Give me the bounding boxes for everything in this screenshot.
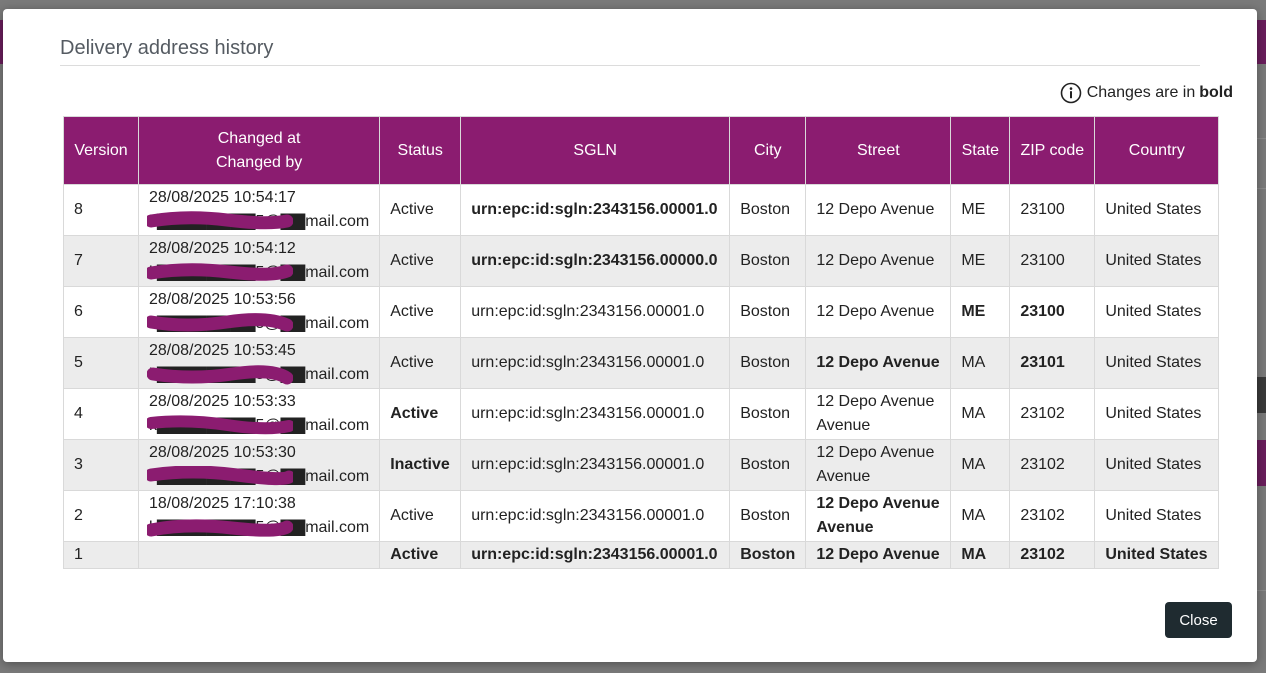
country-cell: United States [1095, 491, 1219, 542]
street-cell: 12 Depo Avenue [806, 542, 951, 569]
changed-by-text [149, 261, 369, 285]
street-cell [806, 389, 951, 440]
sgln-cell: urn:epc:id:sgln:2343156.00000.0 [461, 236, 730, 287]
redaction-mark [147, 262, 293, 284]
col-state-header: State [951, 117, 1010, 185]
street-cell: 12 Depo Avenue [806, 236, 951, 287]
col-zip-header: ZIP code [1010, 117, 1095, 185]
changed-by-text [149, 363, 369, 387]
street-line-1: 12 Depo Avenue [816, 495, 940, 512]
changed-at-header: Changed at [217, 129, 301, 147]
status-cell: Inactive [380, 440, 461, 491]
sgln-cell: urn:epc:id:sgln:2343156.00001.0 [461, 440, 730, 491]
street-line-1: 12 Depo Avenue [816, 393, 935, 410]
table-header-row [64, 117, 1219, 185]
country-cell: United States [1095, 338, 1219, 389]
redaction-mark [147, 517, 293, 539]
street-cell [806, 440, 951, 491]
status-cell: Active [380, 287, 461, 338]
street-cell: 12 Depo Avenue [806, 338, 951, 389]
zip-cell: 23100 [1010, 236, 1095, 287]
col-country-header: Country [1095, 117, 1219, 185]
background-header-right [1257, 20, 1266, 64]
changed-cell [139, 185, 380, 236]
changed-cell [139, 542, 380, 569]
country-cell: United States [1095, 236, 1219, 287]
changed-by-email: k▇▇▇▇▇▇▇▇5@▇▇mail.com [149, 213, 370, 230]
background-panel-right [1257, 440, 1266, 486]
street-line-1: 12 Depo Avenue [816, 444, 935, 461]
city-cell: Boston [730, 287, 806, 338]
country-cell: United States [1095, 287, 1219, 338]
version-cell: 2 [64, 491, 139, 542]
col-changed-header [139, 117, 380, 185]
status-cell: Active [380, 542, 461, 569]
redaction-mark [147, 466, 293, 488]
changed-by-email: k▇▇▇▇▇▇▇▇5@▇▇mail.com [149, 315, 370, 332]
version-cell: 1 [64, 542, 139, 569]
changed-cell [139, 338, 380, 389]
zip-cell: 23102 [1010, 440, 1095, 491]
legend-text: Changes are in [1086, 84, 1196, 101]
changed-by-text [149, 516, 369, 540]
changed-at-text: 28/08/2025 10:53:33 [149, 393, 296, 410]
sgln-cell: urn:epc:id:sgln:2343156.00001.0 [461, 491, 730, 542]
changed-by-text [149, 414, 369, 438]
changed-at-text: 28/08/2025 10:53:56 [149, 291, 296, 308]
country-cell: United States [1095, 542, 1219, 569]
state-cell: MA [951, 440, 1010, 491]
sgln-cell: urn:epc:id:sgln:2343156.00001.0 [461, 185, 730, 236]
state-cell: MA [951, 389, 1010, 440]
table-row [64, 542, 1219, 569]
info-icon [1060, 82, 1082, 104]
version-cell: 4 [64, 389, 139, 440]
status-cell: Active [380, 491, 461, 542]
legend-bold-word: bold [1199, 84, 1233, 101]
street-cell: 12 Depo Avenue [806, 185, 951, 236]
table-row [64, 287, 1219, 338]
changed-by-email: k▇▇▇▇▇▇▇▇5@▇▇mail.com [149, 468, 370, 485]
changed-by-email: k▇▇▇▇▇▇▇▇5@▇▇mail.com [149, 519, 370, 536]
zip-cell: 23100 [1010, 185, 1095, 236]
changed-by-text [149, 312, 369, 336]
version-cell: 8 [64, 185, 139, 236]
zip-cell: 23100 [1010, 287, 1095, 338]
close-button[interactable]: Close [1165, 602, 1232, 638]
city-cell: Boston [730, 491, 806, 542]
status-cell: Active [380, 338, 461, 389]
table-row [64, 236, 1219, 287]
changed-cell [139, 491, 380, 542]
sgln-cell: urn:epc:id:sgln:2343156.00001.0 [461, 287, 730, 338]
background-button-right [1257, 377, 1266, 413]
modal-header [60, 9, 1200, 66]
city-cell: Boston [730, 338, 806, 389]
version-cell: 5 [64, 338, 139, 389]
background-divider [1257, 590, 1266, 591]
sgln-cell: urn:epc:id:sgln:2343156.00001.0 [461, 389, 730, 440]
state-cell: MA [951, 338, 1010, 389]
col-sgln-header: SGLN [461, 117, 730, 185]
zip-cell: 23102 [1010, 491, 1095, 542]
changed-cell [139, 287, 380, 338]
table-row [64, 389, 1219, 440]
table-row [64, 440, 1219, 491]
street-cell [806, 491, 951, 542]
col-city-header: City [730, 117, 806, 185]
changed-at-text: 28/08/2025 10:54:17 [149, 189, 296, 206]
changed-at-text: 28/08/2025 10:54:12 [149, 240, 296, 257]
street-line-2: Avenue [816, 519, 874, 536]
sgln-cell: urn:epc:id:sgln:2343156.00001.0 [461, 338, 730, 389]
city-cell: Boston [730, 389, 806, 440]
table-row [64, 338, 1219, 389]
city-cell: Boston [730, 236, 806, 287]
city-cell: Boston [730, 440, 806, 491]
delivery-address-history-modal [3, 9, 1257, 662]
changed-at-text: 28/08/2025 10:53:30 [149, 444, 296, 461]
status-cell: Active [380, 236, 461, 287]
country-cell: United States [1095, 185, 1219, 236]
status-cell: Active [380, 185, 461, 236]
changed-by-email: k▇▇▇▇▇▇▇▇5@▇▇mail.com [149, 417, 370, 434]
col-version-header: Version [64, 117, 139, 185]
country-cell: United States [1095, 440, 1219, 491]
changed-cell [139, 440, 380, 491]
redaction-mark [147, 313, 293, 335]
background-divider [1257, 138, 1266, 139]
country-cell: United States [1095, 389, 1219, 440]
sgln-cell: urn:epc:id:sgln:2343156.00001.0 [461, 542, 730, 569]
changed-by-email: k▇▇▇▇▇▇▇▇5@▇▇mail.com [149, 264, 370, 281]
table-row [64, 491, 1219, 542]
zip-cell: 23102 [1010, 542, 1095, 569]
version-cell: 7 [64, 236, 139, 287]
redaction-mark [147, 415, 293, 437]
street-cell: 12 Depo Avenue [806, 287, 951, 338]
address-history-table [63, 116, 1219, 569]
state-cell: ME [951, 287, 1010, 338]
changed-cell [139, 389, 380, 440]
state-cell: ME [951, 185, 1010, 236]
state-cell: MA [951, 542, 1010, 569]
table-row [64, 185, 1219, 236]
city-cell: Boston [730, 185, 806, 236]
city-cell: Boston [730, 542, 806, 569]
bold-changes-legend [1060, 82, 1233, 104]
street-line-2: Avenue [816, 417, 871, 434]
status-cell: Active [380, 389, 461, 440]
zip-cell: 23101 [1010, 338, 1095, 389]
background-divider [1257, 188, 1266, 189]
changed-by-header: Changed by [215, 153, 303, 171]
col-status-header: Status [380, 117, 461, 185]
redaction-mark [147, 211, 293, 233]
version-cell: 3 [64, 440, 139, 491]
state-cell: MA [951, 491, 1010, 542]
changed-at-text: 18/08/2025 17:10:38 [149, 495, 296, 512]
changed-by-text [149, 465, 369, 489]
changed-at-text: 28/08/2025 10:53:45 [149, 342, 296, 359]
state-cell: ME [951, 236, 1010, 287]
changed-by-email: k▇▇▇▇▇▇▇▇5@▇▇mail.com [149, 366, 370, 383]
changed-by-text [149, 210, 369, 234]
changed-cell [139, 236, 380, 287]
zip-cell: 23102 [1010, 389, 1095, 440]
version-cell: 6 [64, 287, 139, 338]
col-street-header: Street [806, 117, 951, 185]
street-line-2: Avenue [816, 468, 871, 485]
redaction-mark [147, 364, 293, 386]
modal-title: Delivery address history [60, 37, 274, 59]
